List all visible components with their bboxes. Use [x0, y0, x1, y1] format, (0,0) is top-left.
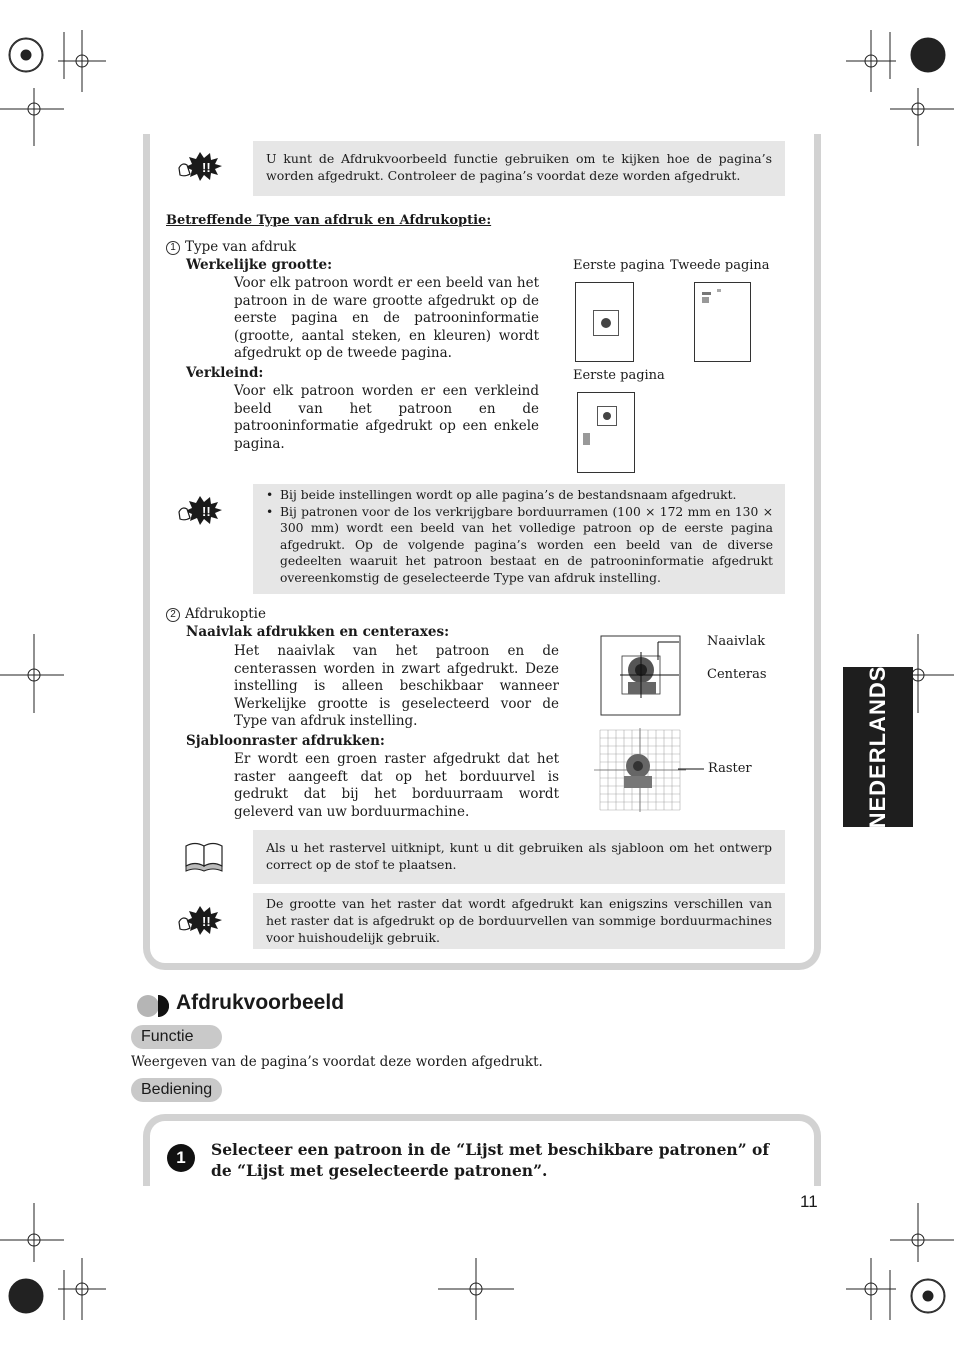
- item-number: 1: [166, 241, 180, 255]
- caption-first-page: Eerste pagina: [573, 258, 665, 273]
- page-heading: Afdrukvoorbeeld: [176, 991, 345, 1014]
- item-1-title: [166, 238, 296, 256]
- paragraph: Voor elk patroon worden er een verkleind beeld van het patroon en de patrooninformatie afgedrukt op een enkele pagina.: [234, 383, 539, 452]
- note-text: U kunt de Afdrukvoorbeeld functie gebruiken om te kijken hoe de pagina’s worden afgedrukt. Controleer de pagina’s voordat deze worden afgedrukt.: [266, 151, 772, 183]
- functie-label: Functie: [131, 1025, 222, 1049]
- caption-second-page: Tweede pagina: [670, 258, 770, 273]
- item-number: 2: [166, 608, 180, 622]
- bediening-label: Bediening: [131, 1078, 222, 1102]
- svg-text:!!: !!: [202, 914, 211, 929]
- first-page-thumbnail: [575, 282, 634, 362]
- note-icon: [176, 904, 232, 936]
- note-text: Als u het rastervel uitknipt, kunt u dit gebruiken als sjabloon om het ontwerp correct op de stof te plaatsen.: [266, 840, 772, 872]
- caption-first-page-reduced: Eerste pagina: [573, 368, 665, 383]
- note-box-1: [253, 141, 785, 196]
- svg-text:!!: !!: [202, 160, 211, 175]
- subheading: Sjabloonraster afdrukken:: [186, 733, 385, 749]
- book-icon: [182, 840, 226, 872]
- subheading: Verkleind:: [186, 365, 264, 381]
- list-item: • Bij patronen voor de los verkrijgbare borduurramen (100 × 172 mm en 130 × 300 mm) wordt een beeld van het volledige patroon op de eerste pagina afgedrukt. Op de volgende pagina’s worden een beeld van de diverse gedeelten waaruit het patroon bestaat en de patrooninformatie afgedrukt overeenkomstig de geselecteerde Type van afdruk instelling.: [266, 504, 773, 587]
- language-tab: [843, 667, 913, 827]
- page-number: 11: [800, 1192, 818, 1211]
- label-centeras: Centeras: [707, 667, 767, 682]
- label-leader-lines: [640, 636, 710, 686]
- note-text: De grootte van het raster dat wordt afgedrukt kan enigszins verschillen van het raster dat is afgedrukt op de borduurvellen van sommige borduurmachines voor huishoudelijk gebruik.: [266, 896, 772, 945]
- language-tab-label: NEDERLANDS: [865, 665, 890, 829]
- second-page-thumbnail: [694, 282, 751, 362]
- note-icon: [176, 150, 232, 182]
- item-title: Afdrukoptie: [185, 606, 266, 622]
- paragraph: Er wordt een groen raster afgedrukt dat het raster aangeeft dat op het borduurvel is gedrukt dat bij het borduurraam wordt geleverd van uw borduurmachine.: [234, 751, 559, 820]
- note-icon: [176, 494, 232, 526]
- section-heading: Betreffende Type van afdruk en Afdrukoptie:: [166, 213, 492, 228]
- step-number-icon: 1: [167, 1144, 195, 1172]
- heading-bullet-icon: [136, 994, 170, 1018]
- step-text: Selecteer een patroon in de “Lijst met beschikbare patronen” of de “Lijst met geselecteerde patronen”.: [211, 1140, 770, 1180]
- reduced-page-thumbnail: [577, 392, 635, 473]
- paragraph: Het naaivlak van het patroon en de centerassen worden in zwart afgedrukt. Deze instelling is alleen beschikbaar wanneer Werkelijke grootte is geselecteerd voor de Type van afdruk instelling.: [234, 643, 559, 729]
- item-title: Type van afdruk: [185, 239, 297, 255]
- note-box-3: [253, 830, 785, 884]
- svg-text:!!: !!: [202, 504, 211, 519]
- list-item: • Bij beide instellingen wordt op alle pagina’s de bestandsnaam afgedrukt.: [266, 487, 773, 504]
- paragraph: Voor elk patroon wordt er een beeld van het patroon in de ware grootte afgedrukt op de eerste pagina en de patrooninformatie (grootte, aantal steken, en kleuren) wordt afgedrukt op de tweede pagina.: [234, 275, 539, 361]
- item-2-title: [166, 605, 266, 623]
- label-raster: Raster: [708, 761, 752, 776]
- subheading: Naaivlak afdrukken en centeraxes:: [186, 624, 450, 640]
- grid-template-diagram: [594, 728, 704, 814]
- note-box-2: [253, 484, 785, 594]
- label-naaivlak: Naaivlak: [707, 634, 766, 649]
- note-box-4: [253, 893, 785, 949]
- subheading: Werkelijke grootte:: [186, 257, 333, 273]
- functie-text: Weergeven van de pagina’s voordat deze worden afgedrukt.: [131, 1054, 543, 1070]
